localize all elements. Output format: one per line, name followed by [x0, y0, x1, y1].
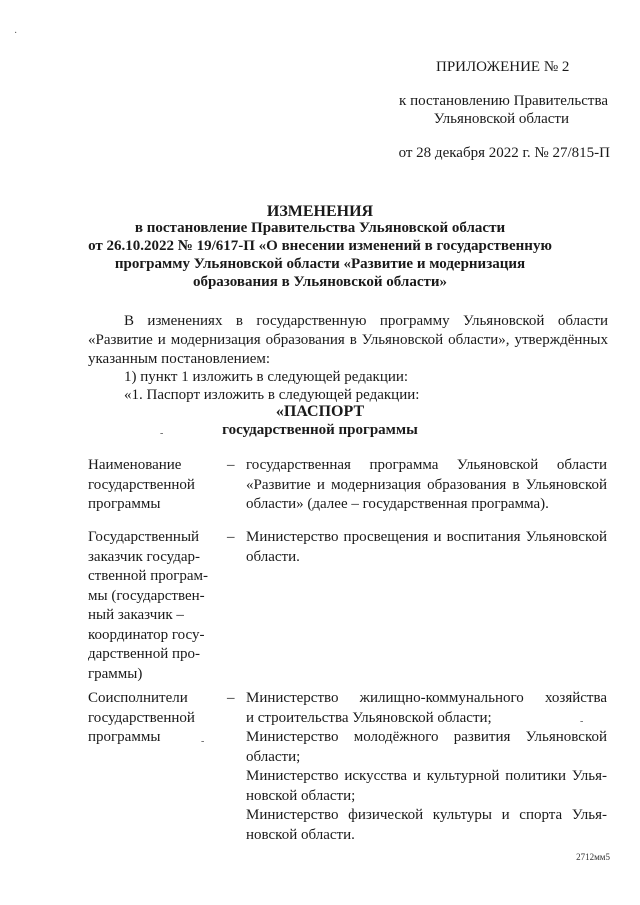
label-line: государственной: [88, 476, 195, 493]
appendix-label: ПРИЛОЖЕНИЕ № 2: [436, 59, 570, 75]
value-line: Министерство жилищно-коммунального хозяйства: [246, 690, 607, 706]
intro-line: В изменениях в государственную программу Ульяновской области: [124, 313, 608, 329]
label-line: мы (государствен-: [88, 587, 205, 604]
row-dash: –: [227, 529, 235, 545]
passport-title: «ПАСПОРТ: [275, 403, 365, 420]
value-line: Министерство физической культуры и спорта Улья-: [246, 807, 607, 823]
intro-line: указанным постановлением:: [88, 351, 271, 367]
title-line: программу Ульяновской области «Развитие и модернизация: [114, 256, 526, 272]
passport-row-value: [246, 456, 607, 515]
passport-row-value: [246, 689, 607, 845]
label-line: программы: [88, 496, 161, 512]
title-line: образования в Ульяновской области»: [192, 274, 448, 290]
label-line: Соисполнители: [88, 690, 188, 706]
label-line: ственной програм-: [88, 568, 209, 584]
item1-quote: «1. Паспорт изложить в следующей редакции:: [124, 387, 420, 403]
label-line: Государственный: [88, 529, 200, 545]
document-heading: ИЗМЕНЕНИЯ: [266, 203, 374, 220]
resolution-ref-line1: к постановлению Правительства: [399, 93, 608, 109]
label-line: координатор госу-: [88, 626, 205, 643]
scan-speck: -: [201, 736, 205, 747]
passport-subtitle: государственной программы: [222, 422, 418, 438]
label-line: государственной: [88, 709, 195, 726]
label-line: заказчик государ-: [88, 548, 200, 565]
value-line: области» (далее – государственная программа).: [246, 496, 549, 512]
passport-row-label: [88, 689, 228, 748]
value-line: новской области;: [246, 787, 356, 804]
title-line: от 26.10.2022 № 19/617-П «О внесении изменений в государственную: [88, 238, 552, 254]
row-dash: –: [227, 457, 235, 473]
label-line: дарственной про-: [88, 646, 201, 662]
passport-row-label: [88, 456, 228, 515]
row-dash: –: [227, 690, 235, 706]
resolution-ref-line2: Ульяновской области: [433, 111, 569, 127]
passport-row-label: [88, 528, 228, 684]
value-line: и строительства Ульяновской области;: [246, 709, 492, 726]
title-line: в постановление Правительства Ульяновской области: [134, 220, 506, 236]
value-line: новской области.: [246, 826, 355, 843]
value-line: Министерство искусства и культурной политики Улья-: [246, 768, 607, 784]
passport-row-value: [246, 528, 607, 567]
label-line: программы: [88, 729, 161, 745]
scan-speck: ·: [14, 28, 18, 39]
value-line: области.: [246, 548, 300, 565]
label-line: ный заказчик –: [88, 607, 184, 623]
value-line: «Развитие и модернизация образования в Ульяновской: [246, 476, 607, 493]
value-line: Министерство молодёжного развития Ульяновской: [246, 729, 607, 745]
intro-paragraph: [88, 312, 608, 369]
scan-speck: -: [160, 428, 164, 439]
resolution-date-number: от 28 декабря 2022 г. № 27/815-П: [398, 145, 610, 161]
intro-line: «Развитие и модернизация образования в Ульяновской области», утверждённых: [88, 332, 608, 348]
value-line: государственная программа Ульяновской области: [246, 457, 607, 473]
scan-speck: -: [580, 716, 584, 727]
value-line: Министерство просвещения и воспитания Ульяновской: [246, 529, 607, 545]
label-line: Наименование: [88, 457, 182, 473]
label-line: граммы): [88, 665, 143, 682]
footer-code: 2712мм5: [576, 852, 610, 862]
item1-text: 1) пункт 1 изложить в следующей редакции:: [124, 369, 409, 385]
value-line: области;: [246, 748, 301, 765]
